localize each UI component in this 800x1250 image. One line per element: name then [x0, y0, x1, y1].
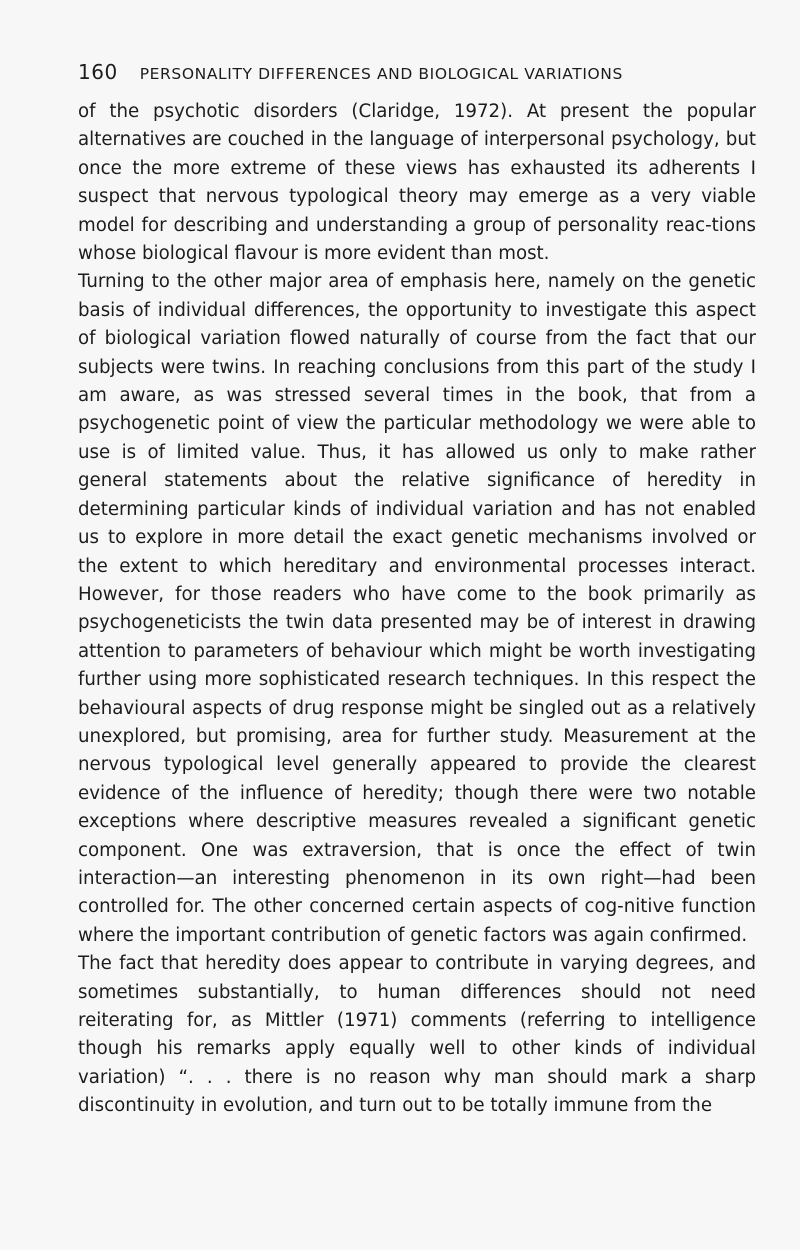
body-text	[78, 98, 756, 1121]
running-title: PERSONALITY DIFFERENCES AND BIOLOGICAL VARIATIONS	[139, 65, 623, 83]
paragraph-2: Turning to the other major area of emphasis here, namely on the genetic basis of individual differences, the opportunity to investigate this aspect of biological variation flowed naturally of course from the fact that our subjects were twins. In reaching conclusions from this part of the study I am aware, as was stressed several times in the book, that from a psychogenetic point of view the particular methodology we were able to use is of limited value. Thus, it has allowed us only to make rather general statements about the relative significance of heredity in determining particular kinds of individual variation and has not enabled us to explore in more detail the exact genetic mechanisms involved or the extent to which hereditary and environmental processes interact. However, for those readers who have come to the book primarily as psychogeneticists the twin data presented may be of interest in drawing attention to parameters of behaviour which might be worth investigating further using more sophisticated research techniques. In this respect the behavioural aspects of drug response might be singled out as a relatively unexplored, but promising, area for further study. Measurement at the nervous typological level generally appeared to provide the clearest evidence of the influence of heredity; though there were two notable exceptions where descriptive measures revealed a significant genetic component. One was extraversion, that is once the effect of twin interaction—an interesting phenomenon in its own right—had been controlled for. The other concerned certain aspects of cog-nitive function where the important contribution of genetic factors was again confirmed.	[78, 271, 756, 946]
paragraph-1: of the psychotic disorders (Claridge, 1972). At present the popular alternatives are couched in the language of interpersonal psychology, but once the more extreme of these views has exhausted its adherents I suspect that nervous typological theory may emerge as a very viable model for describing and understanding a group of personality reac-tions whose biological flavour is more evident than most.	[78, 101, 756, 265]
page-number: 160	[78, 60, 118, 84]
book-page	[78, 60, 756, 1121]
running-head	[78, 60, 756, 90]
paragraph-3: The fact that heredity does appear to contribute in varying degrees, and sometimes substantially, to human differences should not need reiterating for, as Mittler (1971) comments (referring to intelligence though his remarks apply equally well to other kinds of individual variation) “. . . there is no reason why man should mark a sharp discontinuity in evolution, and turn out to be totally immune from the	[78, 953, 756, 1117]
